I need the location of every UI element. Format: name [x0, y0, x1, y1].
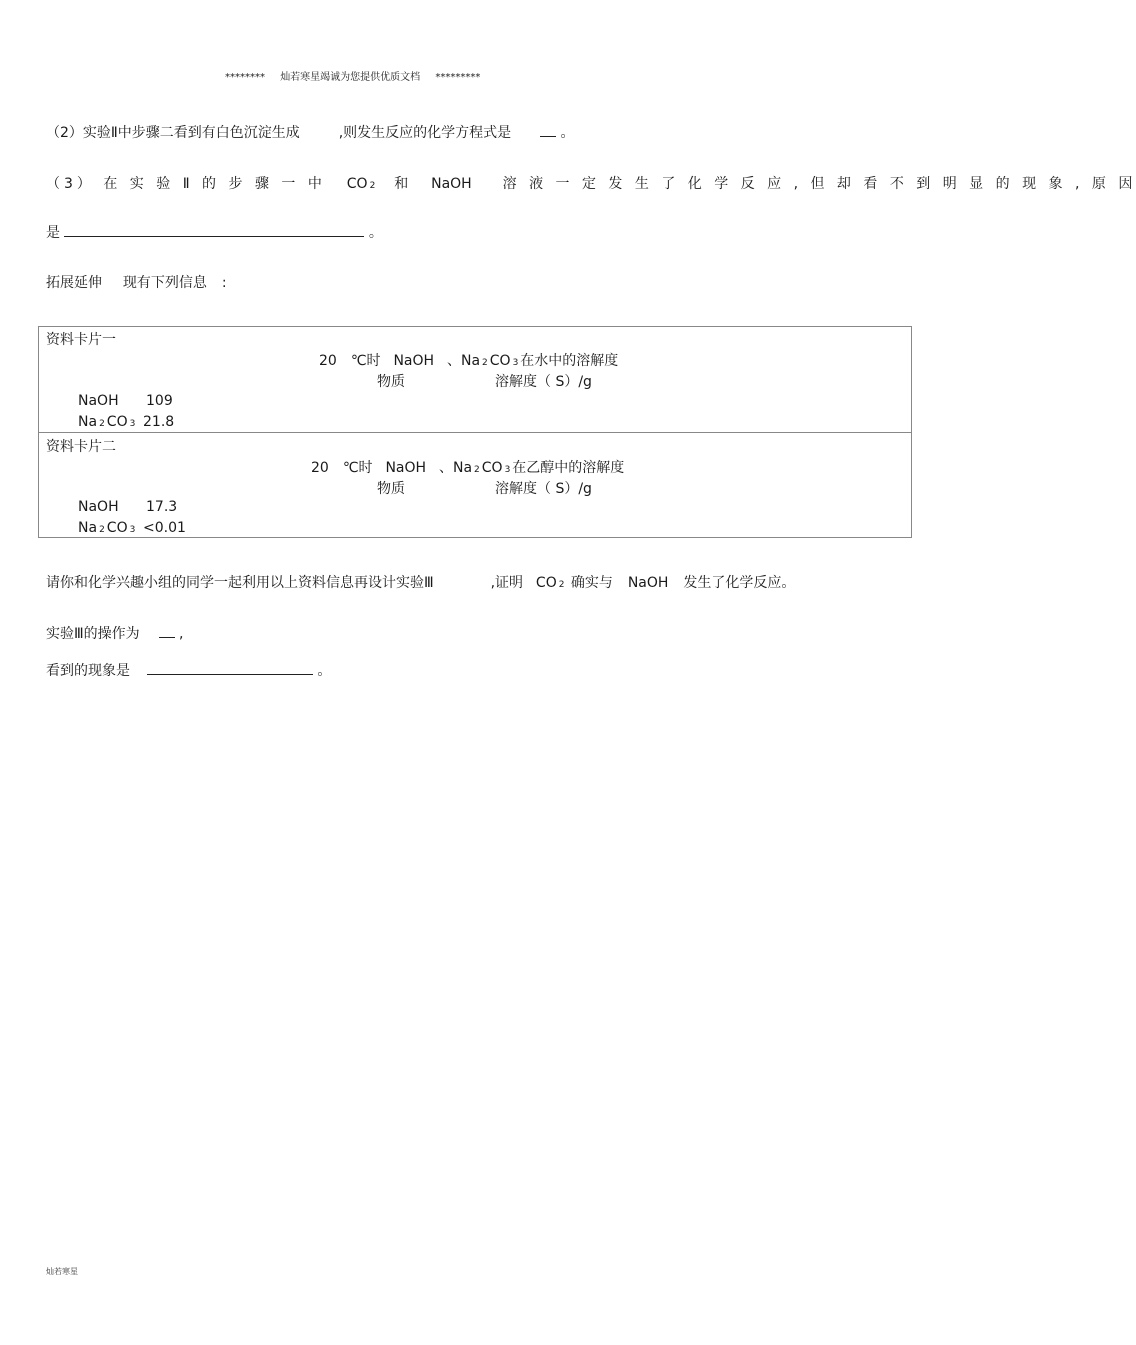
- card-1-row-2-value: 21.8: [143, 414, 175, 430]
- phenomenon-label: 看到的现象是: [46, 663, 130, 679]
- info-card-2: [38, 432, 912, 538]
- design-text-1: 请你和化学兴趣小组的同学一起利用以上资料信息再设计实验Ⅲ: [46, 575, 434, 591]
- extend-title: 拓展延伸: [46, 275, 102, 291]
- card-1-row-2-sub2: 3: [129, 419, 136, 429]
- card-1-row-2-sub: 2: [99, 419, 105, 429]
- page-header: [225, 68, 492, 83]
- question-3-line-2: [46, 222, 383, 242]
- design-co-sub: 2: [558, 580, 565, 590]
- extend-colon: :: [221, 275, 227, 291]
- operation-label: 实验Ⅲ的操作为: [46, 626, 140, 642]
- operation-answer-blank[interactable]: [159, 623, 175, 638]
- card-1-title-temp: 20 ℃时: [319, 353, 381, 369]
- header-stars-right: *********: [435, 72, 481, 83]
- card-2-row-2-name: [78, 520, 137, 536]
- card-2-row-1-value: 17.3: [146, 499, 178, 515]
- card-1-col-substance: 物质: [377, 374, 405, 390]
- header-text: 灿若寒星竭诚为您提供优质文档: [280, 72, 421, 83]
- phenomenon-end: 。: [317, 663, 332, 679]
- operation-end: ,: [179, 626, 184, 642]
- card-1-label: 资料卡片一: [46, 332, 116, 348]
- q3-answer-blank[interactable]: [64, 222, 364, 237]
- card-2-row-2-sub2: 3: [129, 525, 136, 535]
- design-text-4: 发生了化学反应。: [683, 575, 796, 591]
- page-footer: 灿若寒星: [46, 1267, 78, 1276]
- q3-naoh: NaOH: [431, 176, 472, 192]
- q2-end: 。: [560, 125, 575, 141]
- card-2-title-post: 在乙醇中的溶解度: [512, 460, 625, 476]
- card-2-title-na: 、Na: [438, 460, 473, 476]
- card-2-title: [311, 457, 624, 477]
- card-1-title-post: 在水中的溶解度: [520, 353, 619, 369]
- q2-answer-blank[interactable]: [540, 122, 556, 137]
- phenomenon-answer-blank[interactable]: [147, 660, 313, 675]
- card-2-row-2-value: <0.01: [143, 520, 186, 536]
- card-1-row-1-name: NaOH: [78, 393, 119, 409]
- extend-text: 现有下列信息: [122, 275, 207, 291]
- card-2-title-sub2: 3: [504, 465, 511, 475]
- header-stars-left: ********: [225, 72, 265, 83]
- card-2-title-co: CO: [481, 460, 503, 476]
- q3-line2-start: 是: [46, 225, 60, 241]
- card-1-col-solubility: 溶解度（ S）/g: [495, 374, 592, 390]
- card-1-title-na: 、Na: [446, 353, 481, 369]
- design-co: CO: [535, 575, 557, 591]
- question-2: [46, 122, 575, 142]
- q2-text-1: （2）实验Ⅱ中步骤二看到有白色沉淀生成: [46, 125, 300, 141]
- card-2-col-substance: 物质: [377, 481, 405, 497]
- card-1-row-2-name: [78, 414, 137, 430]
- card-1-title-sub: 2: [482, 358, 488, 368]
- q3-text-1: （3） 在 实 验 Ⅱ 的 步 骤 一 中: [46, 176, 326, 192]
- card-1-title-naoh: NaOH: [393, 353, 435, 369]
- design-line: [46, 572, 795, 592]
- card-1-row-2-na: Na: [78, 414, 98, 430]
- card-2-title-naoh: NaOH: [385, 460, 427, 476]
- q2-text-2: ,则发生反应的化学方程式是: [338, 125, 512, 141]
- card-1-row-1-value: 109: [146, 393, 173, 409]
- q3-he: 和: [394, 176, 409, 192]
- design-naoh: NaOH: [627, 575, 669, 591]
- card-2-row-2-co: CO: [106, 520, 128, 536]
- info-card-1: [38, 326, 912, 433]
- card-2-row-1-name: NaOH: [78, 499, 119, 515]
- operation-line: [46, 623, 183, 643]
- card-2-row-2-na: Na: [78, 520, 98, 536]
- design-text-2: ,证明: [490, 575, 524, 591]
- q3-co: CO: [346, 176, 368, 192]
- card-2-label: 资料卡片二: [46, 439, 116, 455]
- q3-co-sub: 2: [369, 181, 376, 191]
- card-1-title-co: CO: [489, 353, 511, 369]
- card-1-row-2-co: CO: [106, 414, 128, 430]
- card-2-title-temp: 20 ℃时: [311, 460, 373, 476]
- card-1-title-sub2: 3: [512, 358, 519, 368]
- q3-text-2: 溶 液 一 定 发 生 了 化 学 反 应 , 但 却 看 不 到 明 显 的 现 象 , 原 因: [502, 176, 1136, 192]
- design-text-3: 确实与: [570, 575, 613, 591]
- card-1-title: [319, 350, 618, 370]
- extend-line: [46, 272, 227, 292]
- card-2-row-2-sub: 2: [99, 525, 105, 535]
- question-3-line-1: [46, 173, 1136, 193]
- card-2-col-solubility: 溶解度（ S）/g: [495, 481, 592, 497]
- card-2-title-sub: 2: [474, 465, 480, 475]
- phenomenon-line: [46, 660, 331, 680]
- q3-line2-end: 。: [368, 225, 383, 241]
